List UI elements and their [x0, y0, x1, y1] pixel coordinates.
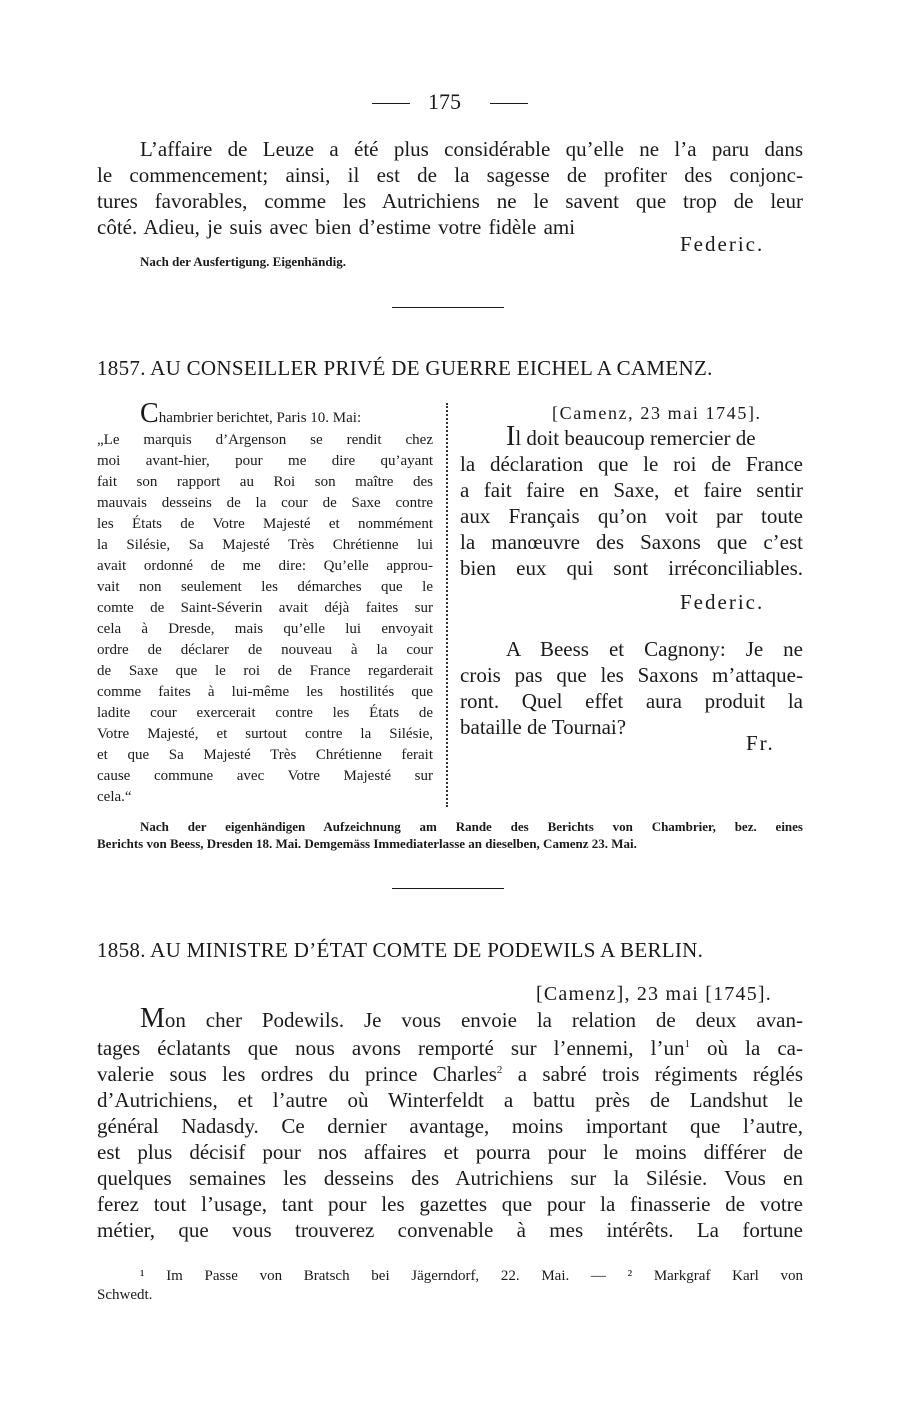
reply-first-line-text: l doit beaucoup remercier de [515, 426, 756, 450]
drop-cap: C [140, 398, 159, 429]
report-line: ordre de déclarer de nouveau à la cour [97, 642, 433, 658]
dateline: [Camenz, 23 mai 1745]. [552, 403, 762, 423]
report-line: fait son rapport au Roi son maître des [97, 474, 433, 490]
report-first-line [140, 398, 362, 429]
letter-line: d’Autrichiens, et l’autre où Winterfeldt a battu près de Landshut le [97, 1088, 803, 1112]
header-rule-left [372, 103, 410, 104]
letter-line: quelques semaines les desseins des Autrichiens sur la Silésie. Vous en [97, 1166, 803, 1190]
paragraph-line: tures favorables, comme les Autrichiens ne le savent que trop de leur [97, 189, 803, 213]
report-line: la Silésie, Sa Majesté Très Chrétienne lui [97, 537, 433, 553]
report-line: ladite cour exercerait contre les États de [97, 705, 433, 721]
report-line: „Le marquis d’Argenson se rendit chez [97, 432, 433, 448]
dateline: [Camenz], 23 mai [1745]. [536, 983, 772, 1005]
report-line: vait non seulement les démarches que le [97, 579, 433, 595]
letter-heading-1857: 1857. AU CONSEILLER PRIVÉ DE GUERRE EICHEL A CAMENZ. [97, 356, 713, 380]
report-line: cause commune avec Votre Majesté sur [97, 768, 433, 784]
signature: Federic. [680, 590, 765, 614]
source-note: Nach der Ausfertigung. Eigenhändig. [140, 254, 346, 269]
drop-cap: I [506, 421, 516, 452]
page-number: 175 [428, 89, 461, 114]
report-line: mauvais desseins de la cour de Saxe contre [97, 495, 433, 511]
report-line: les États de Votre Majesté et nommément [97, 516, 433, 532]
letter-line-text: tages éclatants que nous avons remporté sur l’ennemi, l’un [97, 1036, 685, 1060]
reply-line: a fait faire en Saxe, et faire sentir [460, 478, 803, 502]
letter-line [97, 1061, 803, 1087]
report-line: avait ordonné de me dire: Qu’elle approu- [97, 558, 433, 574]
report-line: et que Sa Majesté Très Chrétienne ferait [97, 747, 433, 763]
section-separator [392, 888, 504, 889]
reply-line: la déclaration que le roi de France [460, 452, 803, 476]
report-line: de Saxe que le roi de France regarderait [97, 663, 433, 679]
source-note-line: Berichts von Beess, Dresden 18. Mai. Demgemäss Immediaterlasse an dieselben, Camenz 23. Mai. [97, 836, 637, 851]
letter-first-line-text: on cher Podewils. Je vous envoie la relation de deux avan- [164, 1008, 803, 1032]
paragraph-line: le commencement; ainsi, il est de la sagesse de profiter des conjonc- [97, 163, 803, 187]
letter-heading-1858: 1858. AU MINISTRE D’ÉTAT COMTE DE PODEWILS A BERLIN. [97, 938, 704, 962]
footnote-ref[interactable]: 2 [496, 1064, 503, 1076]
report-line: moi avant-hier, pour me dire qu’ayant [97, 453, 433, 469]
report-line: Votre Majesté, et surtout contre la Silésie, [97, 726, 433, 742]
letter-line-text: a sabré trois régiments réglés [502, 1062, 803, 1086]
letter-line: métier, que vous trouverez convenable à mes intérêts. La fortune [97, 1218, 803, 1242]
letter-line: général Nadasdy. Ce dernier avantage, moins important que l’autre, [97, 1114, 803, 1138]
report-first-line-text: hambrier berichtet, Paris 10. Mai: [158, 410, 362, 426]
footnote-ref[interactable]: 1 [684, 1038, 690, 1050]
footnote-line: ¹ Im Passe von Bratsch bei Jägerndorf, 22. Mai. — ² Markgraf Karl von [140, 1268, 803, 1284]
column-divider [446, 403, 448, 807]
postscript-signature: Fr. [746, 731, 775, 755]
postscript-line: crois pas que les Saxons m’attaque- [460, 663, 803, 687]
postscript-line: bataille de Tournai? [460, 715, 627, 739]
section-separator [392, 307, 504, 308]
reply-first-line [506, 421, 756, 452]
reply-line: bien eux qui sont irréconciliables. [460, 556, 803, 580]
paragraph-line: L’affaire de Leuze a été plus considérable qu’elle ne l’a paru dans [140, 137, 803, 161]
reply-line: la manœuvre des Saxons que c’est [460, 530, 803, 554]
letter-first-line [140, 1003, 803, 1034]
footnote-line: Schwedt. [97, 1287, 153, 1303]
postscript-line: ront. Quel effet aura produit la [460, 689, 803, 713]
paragraph-line: côté. Adieu, je suis avec bien d’estime votre fidèle ami [97, 215, 576, 239]
letter-line: est plus décisif pour nos affaires et pourra pour le moins différer de [97, 1140, 803, 1164]
letter-line-text: où la ca- [689, 1036, 803, 1060]
postscript-line: A Beess et Cagnony: Je ne [506, 637, 803, 661]
report-line: comte de Saint-Séverin avait déjà faites sur [97, 600, 433, 616]
signature: Federic. [680, 232, 765, 256]
report-line: comme faites à lui-même les hostilités que [97, 684, 433, 700]
report-line: cela à Dresde, mais qu’elle lui envoyait [97, 621, 433, 637]
letter-line: ferez tout l’usage, tant pour les gazettes que pour la finasserie de votre [97, 1192, 803, 1216]
source-note-line: Nach der eigenhändigen Aufzeichnung am Rande des Berichts von Chambrier, bez. eines [140, 819, 803, 834]
header-rule-right [490, 103, 528, 104]
report-line: cela.“ [97, 789, 132, 805]
letter-line [97, 1035, 803, 1061]
letter-line-text: valerie sous les ordres du prince Charles [97, 1062, 497, 1086]
drop-cap: M [140, 1003, 165, 1034]
reply-line: aux Français qu’on voit par toute [460, 504, 803, 528]
